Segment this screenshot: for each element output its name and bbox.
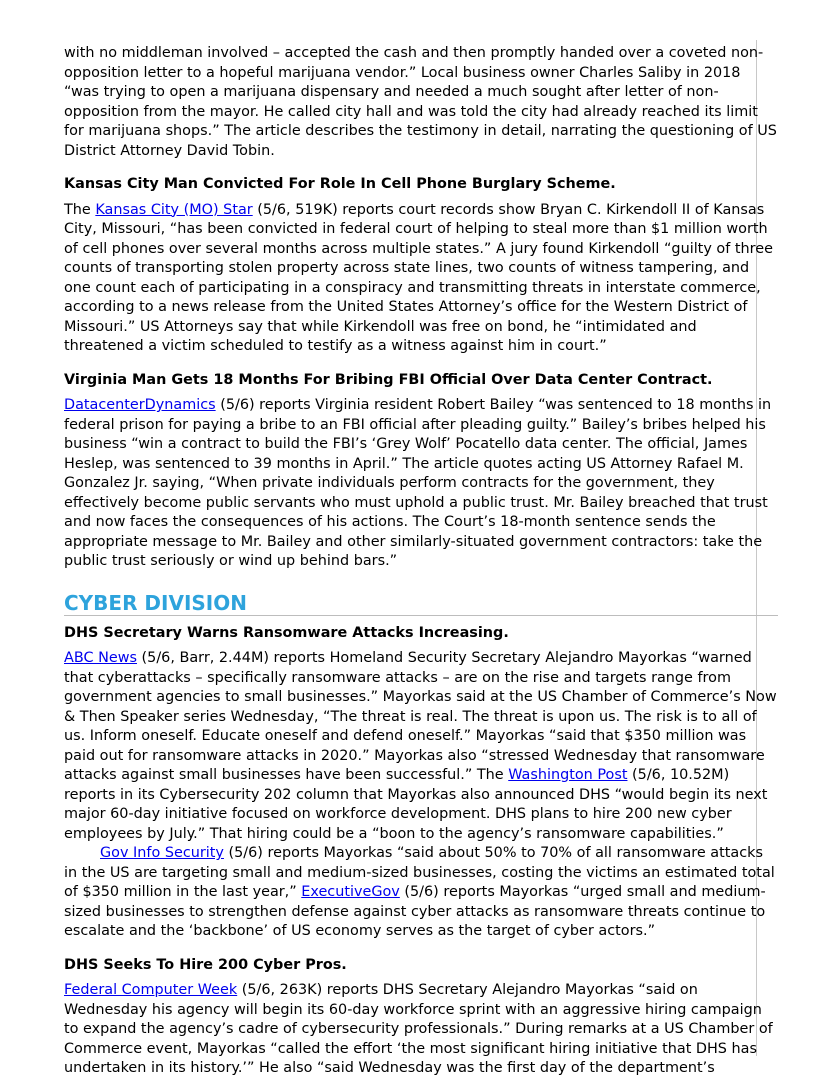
article-headline: Kansas City Man Convicted For Role In Cell Phone Burglary Scheme. [64,176,616,192]
article-body: ABC News (5/6, Barr, 2.44M) reports Homeland Security Secretary Alejandro Mayorkas “warned that cyberattacks – specifically ransomware attacks – are on the rise and targets range from government agencies to small businesses.” Mayorkas said at the US Chamber of Commerce’s Now & Then Speaker series Wednesday, “The threat is real. The threat is upon us. The risk is to all of us. Inform oneself. Educate oneself and defend oneself.” Mayorkas “said that $350 million was paid out for ransomware attacks in 2020.” Mayorkas also “stressed Wednesday that ransomware attacks against small businesses have been successful.” The Washington Post (5/6, 10.52M) reports in its Cybersecurity 202 column that Mayorkas also announced DHS “would begin its next major 60-day initiative focused on workforce development. DHS plans to hire 200 new cyber employees by July.” That hiring could be a “boon to the agency’s ransomware capabilities.” [64,650,777,842]
article-body: Federal Computer Week (5/6, 263K) reports DHS Secretary Alejandro Mayorkas “said on Wednesday his agency will begin its 60-day workforce sprint with an aggressive hiring campaign to expand the agency’s cadre of cybersecurity professionals.” During remarks at a US Chamber of Commerce event, Mayorkas “called the effort ‘the most significant hiring initiative that DHS has undertaken in its history.’” He also “said Wednesday was the first day of the department’s [64,982,773,1076]
source-link[interactable]: ABC News [64,650,137,666]
article-headline: Virginia Man Gets 18 Months For Bribing FBI Official Over Data Center Contract. [64,371,713,388]
section-divider [64,615,778,616]
article-body: Gov Info Security (5/6) reports Mayorkas “said about 50% to 70% of all ransomware attacks in the US are targeting small and medium-sized businesses, costing the victims an estimated total of $350 million in the last year,” ExecutiveGov (5/6) reports Mayorkas “urged small and medium-sized businesses to strengthen defense against cyber attacks as ransomware threats continue to escalate and the ‘backbone’ of US economy serves as the target of cyber actors.” [64,845,775,939]
source-link[interactable]: Kansas City (MO) Star [95,201,253,218]
source-link[interactable]: ExecutiveGov [301,884,400,900]
article-headline: DHS Secretary Warns Ransomware Attacks Increasing. [64,624,509,641]
article-body: The Kansas City (MO) Star (5/6, 519K) reports court records show Bryan C. Kirkendoll II of Kansas City, Missouri, “has been convicted in federal court of helping to steal more than $1 million worth of cell phones over several months across multiple states.” A jury found Kirkendoll “guilty of three counts of transporting stolen property across state lines, two counts of witness tampering, and one count each of participating in a conspiracy and transmitting threats in interstate commerce, according to a news release from the United States Attorney’s office for the Western District of Missouri.” US Attorneys say that while Kirkendoll was free on bond, he “intimidated and threatened a victim scheduled to testify as a witness against him in court.” [64,201,773,354]
continued-paragraph: with no middleman involved – accepted the cash and then promptly handed over a coveted non-opposition letter to a hopeful marijuana vendor.” Local business owner Charles Saliby in 2018 “was trying to open a marijuana dispensary and needed a much sought after letter of non-opposition from the mayor. He called city hall and was told the city had already reached its limit for marijuana shops.” The article describes the testimony in detail, narrating the questioning of US District Attorney David Tobin. [64,45,777,159]
article-body: DatacenterDynamics (5/6) reports Virginia resident Robert Bailey “was sentenced to 18 months in federal prison for paying a bribe to an FBI official after pleading guilty.” Bailey’s bribes helped his business “win a contract to build the FBI’s ‘Grey Wolf’ Pocatello data center. The official, James Heslep, was sentenced to 39 months in April.” The article quotes acting US Attorney Rafael M. Gonzalez Jr. saying, “When private individuals perform contracts for the government, they effectively become public servants who must uphold a public trust. Mr. Bailey breached that trust and now faces the consequences of his actions. The Court’s 18-month sentence sends the appropriate message to Mr. Bailey and other similarly-situated government contractors: take the public trust seriously or wind up behind bars.” [64,397,772,569]
document-column [64,44,778,1079]
article-headline: DHS Seeks To Hire 200 Cyber Pros. [64,956,347,973]
source-link[interactable]: DatacenterDynamics [64,397,216,413]
source-link[interactable]: Federal Computer Week [64,982,238,998]
document-page [56,40,777,1076]
section-heading: CYBER DIVISION [64,590,247,615]
source-link[interactable]: Gov Info Security [100,845,224,861]
source-link[interactable]: Washington Post [508,767,628,783]
